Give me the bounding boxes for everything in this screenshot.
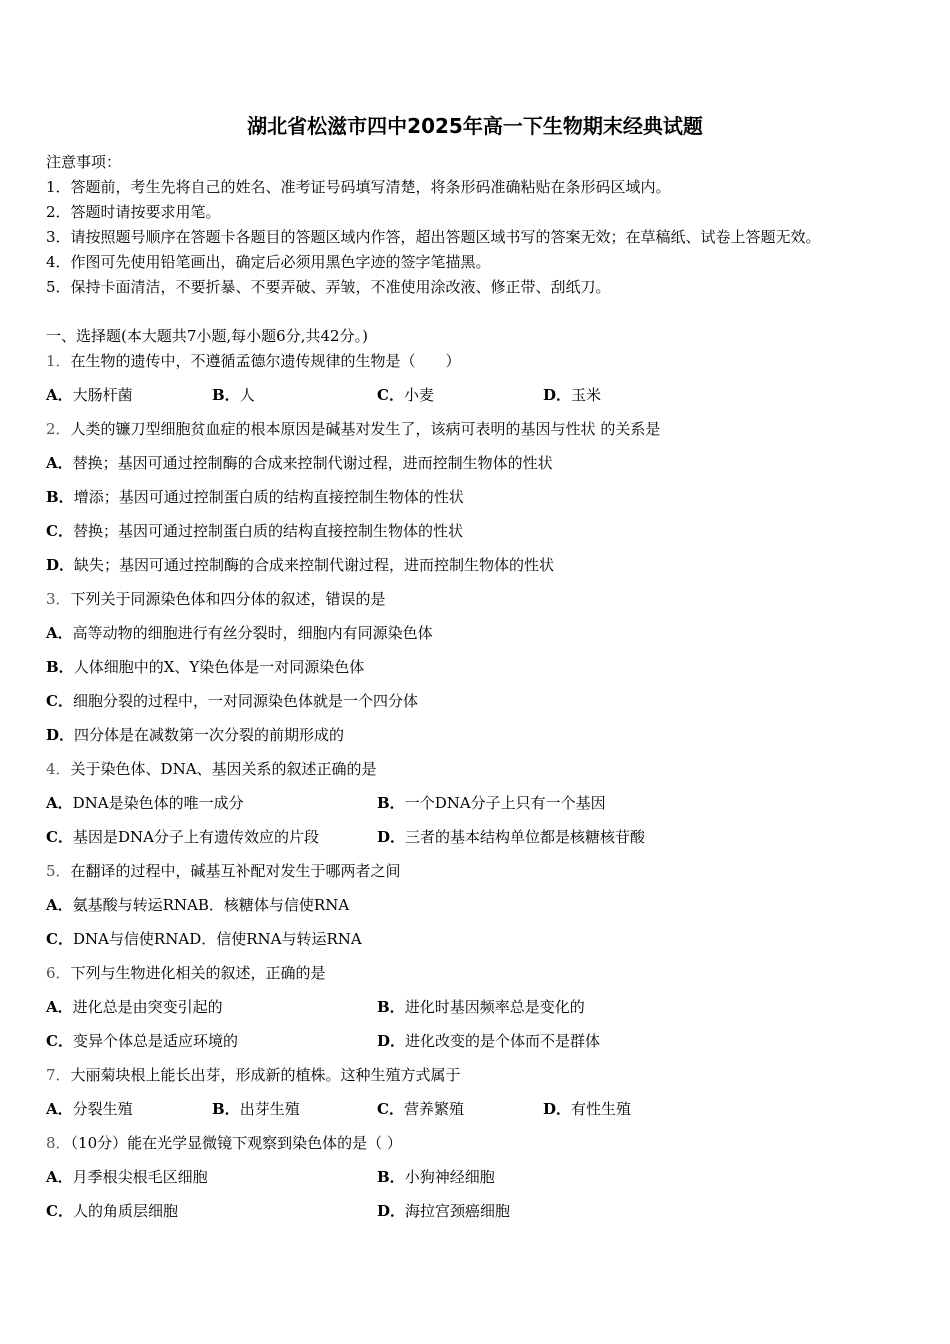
option: A．氨基酸与转运RNAB．核糖体与信使RNA [46, 896, 350, 914]
option: D．有性生殖 [543, 1100, 632, 1118]
option: B．人体细胞中的X、Y染色体是一对同源染色体 [46, 658, 365, 676]
option: C．营养繁殖 [377, 1100, 464, 1118]
option: A．月季根尖根毛区细胞 [46, 1168, 208, 1186]
option: B．增添；基因可通过控制蛋白质的结构直接控制生物体的性状 [46, 488, 464, 506]
option: C．小麦 [377, 386, 434, 404]
section-heading: 一、选择题(本大题共7小题,每小题6分,共42分。) [46, 327, 368, 345]
question-number: 5． [46, 862, 71, 880]
notice-item: 3．请按照题号顺序在答题卡各题目的答题区域内作答，超出答题区域书写的答案无效；在草稿纸、试卷上答题无效。 [46, 228, 821, 246]
option: B．一个DNA分子上只有一个基因 [377, 794, 606, 812]
notice-item: 5．保持卡面清洁，不要折暴、不要弄破、弄皱，不准使用涂改液、修正带、刮纸刀。 [46, 278, 611, 296]
question-number: 3． [46, 590, 71, 608]
question-stem: 7．大丽菊块根上能长出芽，形成新的植株。这种生殖方式属于 [46, 1066, 461, 1084]
question-number: 8． [46, 1134, 71, 1152]
question-stem: 8．（10分）能在光学显微镜下观察到染色体的是（ ） [46, 1134, 402, 1152]
option: D．三者的基本结构单位都是核糖核苷酸 [377, 828, 646, 846]
option: C．DNA与信使RNAD．信使RNA与转运RNA [46, 930, 362, 948]
option: C．替换；基因可通过控制蛋白质的结构直接控制生物体的性状 [46, 522, 463, 540]
question-stem: 2．人类的镰刀型细胞贫血症的根本原因是碱基对发生了，该病可表明的基因与性状 的关系是 [46, 420, 661, 438]
option: C．人的角质层细胞 [46, 1202, 178, 1220]
option: A．DNA是染色体的唯一成分 [46, 794, 244, 812]
option: D．进化改变的是个体而不是群体 [377, 1032, 601, 1050]
option: D．玉米 [543, 386, 602, 404]
option: D．四分体是在减数第一次分裂的前期形成的 [46, 726, 345, 744]
option: B．进化时基因频率总是变化的 [377, 998, 585, 1016]
option: C．细胞分裂的过程中，一对同源染色体就是一个四分体 [46, 692, 418, 710]
option: B．人 [212, 386, 255, 404]
option: A．分裂生殖 [46, 1100, 133, 1118]
notice-item: 4．作图可先使用铅笔画出，确定后必须用黑色字迹的签字笔描黑。 [46, 253, 491, 271]
question-stem: 4．关于染色体、DNA、基因关系的叙述正确的是 [46, 760, 377, 778]
question-number: 2． [46, 420, 71, 438]
question-number: 1． [46, 352, 71, 370]
question-number: 6． [46, 964, 71, 982]
notice-item: 2．答题时请按要求用笔。 [46, 203, 221, 221]
option: C．基因是DNA分子上有遗传效应的片段 [46, 828, 319, 846]
option: A．进化总是由突变引起的 [46, 998, 223, 1016]
page-title: 湖北省松滋市四中2025年高一下生物期末经典试题 [247, 114, 703, 138]
option: A．大肠杆菌 [46, 386, 133, 404]
question-stem: 3．下列关于同源染色体和四分体的叙述，错误的是 [46, 590, 386, 608]
option: A．高等动物的细胞进行有丝分裂时，细胞内有同源染色体 [46, 624, 433, 642]
option: A．替换；基因可通过控制酶的合成来控制代谢过程，进而控制生物体的性状 [46, 454, 553, 472]
question-stem: 6．下列与生物进化相关的叙述，正确的是 [46, 964, 326, 982]
option: D．海拉宫颈癌细胞 [377, 1202, 511, 1220]
question-number: 4． [46, 760, 71, 778]
option: B．出芽生殖 [212, 1100, 300, 1118]
option: B．小狗神经细胞 [377, 1168, 495, 1186]
question-stem: 5．在翻译的过程中，碱基互补配对发生于哪两者之间 [46, 862, 401, 880]
option: D．缺失；基因可通过控制酶的合成来控制代谢过程，进而控制生物体的性状 [46, 556, 555, 574]
question-number: 7． [46, 1066, 71, 1084]
question-stem: 1．在生物的遗传中，不遵循孟德尔遗传规律的生物是（ ） [46, 352, 461, 370]
option: C．变异个体总是适应环境的 [46, 1032, 238, 1050]
notice-heading: 注意事项： [46, 153, 122, 171]
notice-item: 1．答题前，考生先将自己的姓名、准考证号码填写清楚，将条形码准确粘贴在条形码区域内。 [46, 178, 671, 196]
